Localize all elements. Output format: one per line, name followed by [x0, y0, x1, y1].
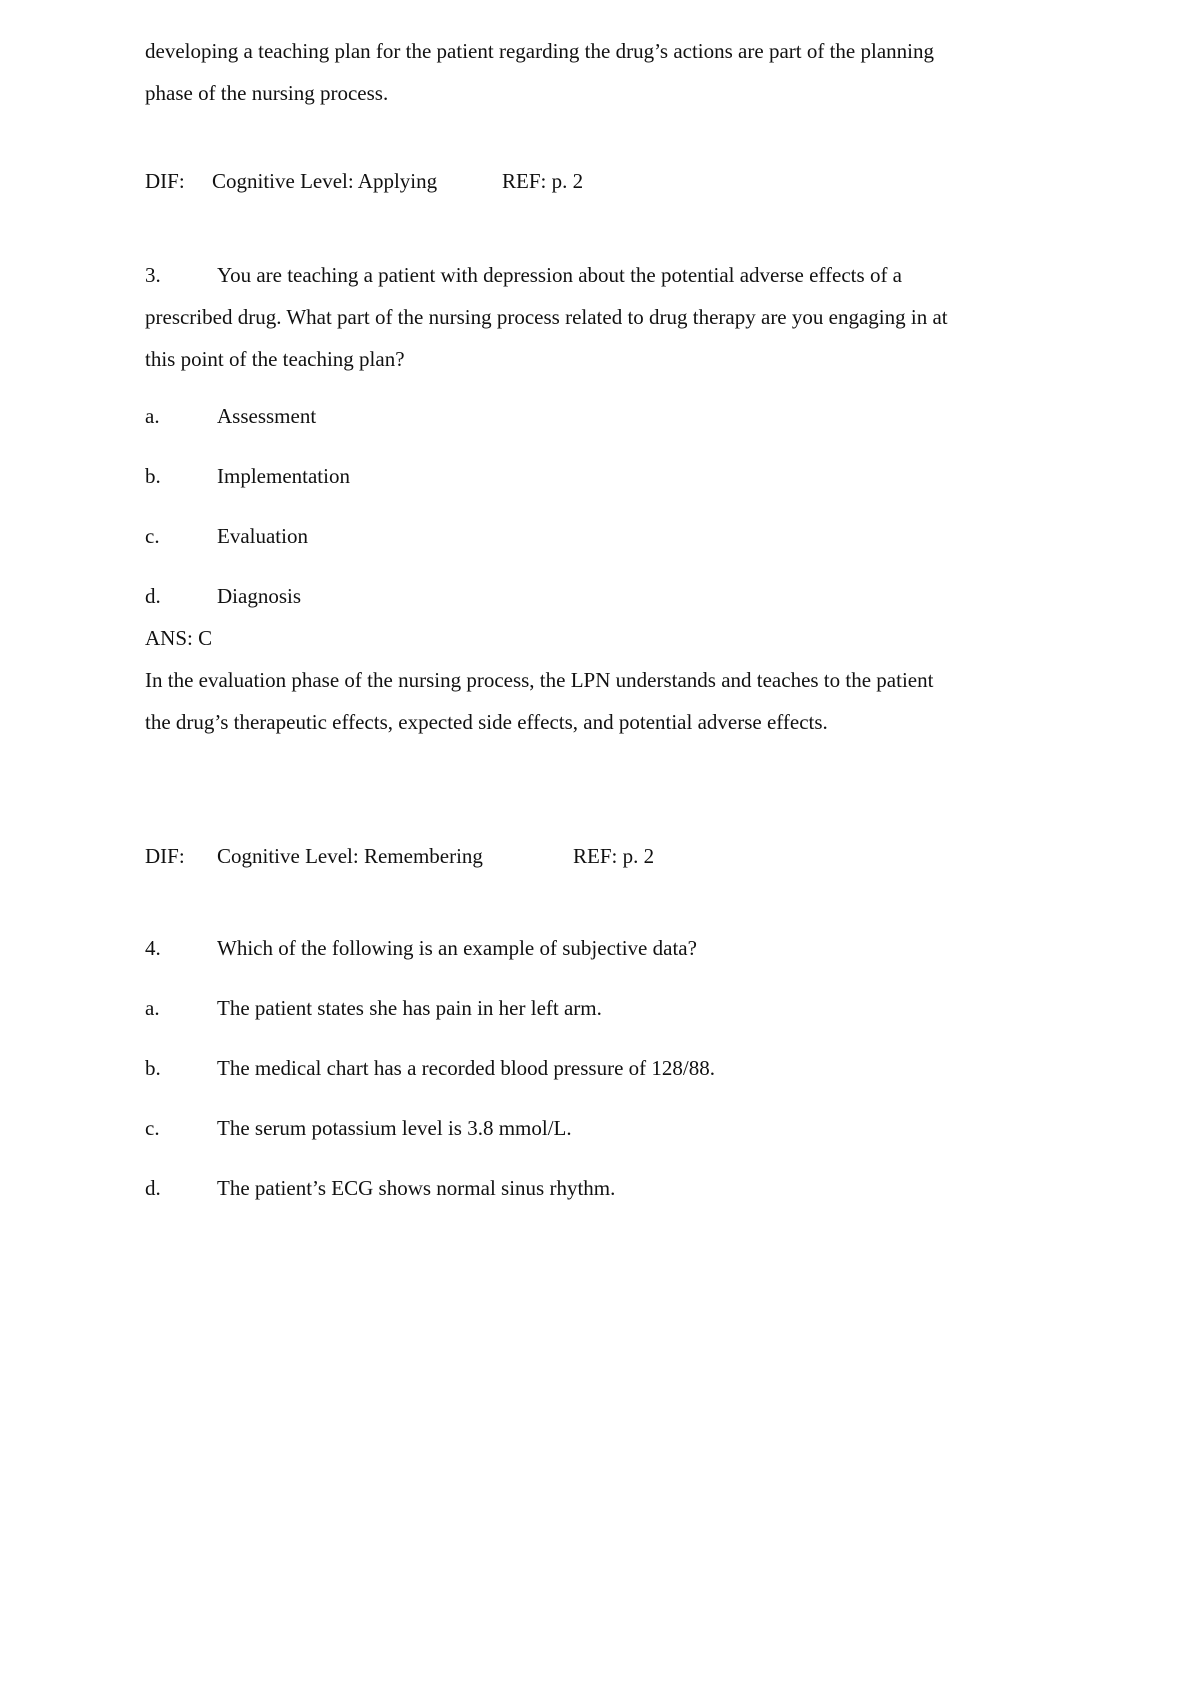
- option-letter: b.: [145, 464, 161, 488]
- reference: REF: p. 2: [573, 844, 655, 868]
- option-text: Evaluation: [217, 524, 308, 548]
- question-stem-line: prescribed drug. What part of the nursing process related to drug therapy are you engaging in at: [145, 305, 948, 329]
- option-text: The serum potassium level is 3.8 mmol/L.: [217, 1116, 572, 1140]
- question-stem-line: Which of the following is an example of subjective data?: [217, 936, 697, 960]
- question-number: 4.: [145, 936, 161, 960]
- option-letter: d.: [145, 1176, 161, 1200]
- option-letter: c.: [145, 1116, 160, 1140]
- option-text: Assessment: [217, 404, 317, 428]
- rationale-text-line: the drug’s therapeutic effects, expected side effects, and potential adverse effects.: [145, 710, 828, 734]
- rationale-text-line: phase of the nursing process.: [145, 81, 389, 105]
- rationale-text-line: developing a teaching plan for the patient regarding the drug’s actions are part of the planning: [145, 39, 934, 63]
- question-number: 3.: [145, 263, 161, 287]
- option-letter: a.: [145, 996, 160, 1020]
- reference: REF: p. 2: [502, 169, 584, 193]
- answer-key: ANS: C: [145, 626, 213, 650]
- question-stem-line: this point of the teaching plan?: [145, 347, 405, 371]
- option-text: Implementation: [217, 464, 350, 488]
- option-letter: b.: [145, 1056, 161, 1080]
- option-letter: d.: [145, 584, 161, 608]
- rationale-text-line: In the evaluation phase of the nursing process, the LPN understands and teaches to the patient: [145, 668, 934, 692]
- cognitive-level: Cognitive Level: Applying: [212, 169, 438, 193]
- option-text: The patient states she has pain in her left arm.: [217, 996, 602, 1020]
- option-letter: c.: [145, 524, 160, 548]
- option-text: Diagnosis: [217, 584, 301, 608]
- option-text: The medical chart has a recorded blood pressure of 128/88.: [217, 1056, 715, 1080]
- dif-label: DIF:: [145, 169, 185, 193]
- option-text: The patient’s ECG shows normal sinus rhythm.: [217, 1176, 616, 1200]
- cognitive-level: Cognitive Level: Remembering: [217, 844, 483, 868]
- option-letter: a.: [145, 404, 160, 428]
- question-stem-line: You are teaching a patient with depression about the potential adverse effects of a: [217, 263, 903, 287]
- dif-label: DIF:: [145, 844, 185, 868]
